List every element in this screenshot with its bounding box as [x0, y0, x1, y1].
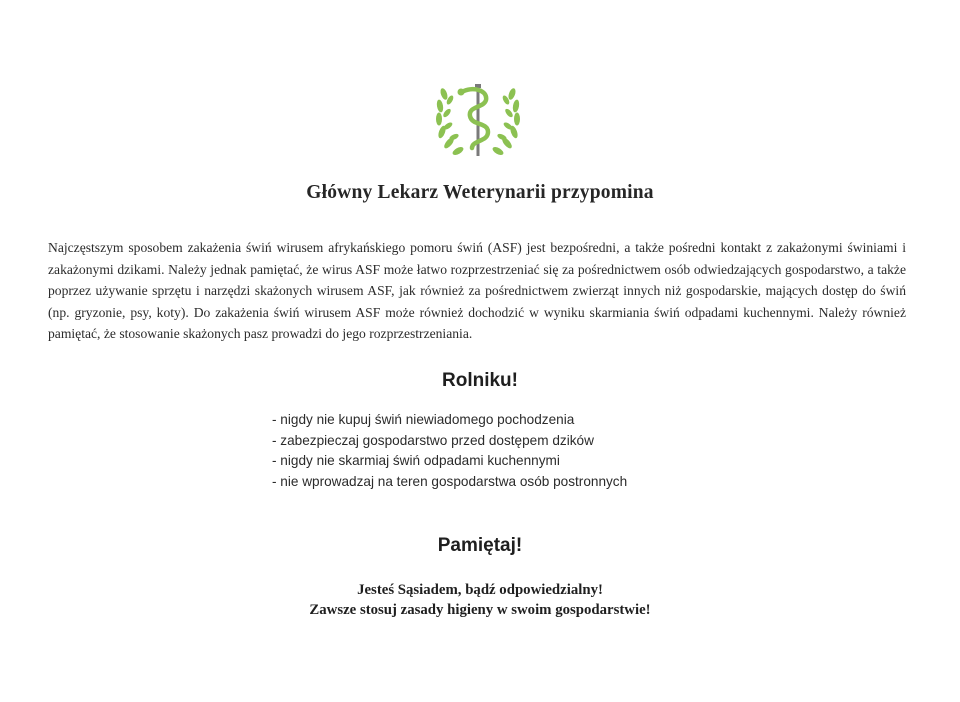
list-item: - nigdy nie skarmiaj świń odpadami kuchennymi — [272, 453, 560, 468]
rules-list — [272, 410, 752, 492]
list-item: - nie wprowadzaj na teren gospodarstwa osób postronnych — [272, 473, 628, 489]
heading-remember: Pamiętaj! — [437, 535, 523, 556]
closing-line: Zawsze stosuj zasady higieny w swoim gospodarstwie! — [309, 602, 651, 618]
body-paragraph: Najczęstszym sposobem zakażenia świń wirusem afrykańskiego pomoru świń (ASF) jest bezpośredni, a także pośredni kontakt z zakażonymi świniami i zakażonymi dzikami. Należy jednak pamiętać, że wirus ASF może łatwo rozprzestrzeniać się za pośrednictwem osób odwiedzających gospodarstwo, a także poprzez używanie sprzętu i narzędzi skażonych wirusem ASF, jak również za pośrednictwem zwierząt innych niż gospodarskie, mających dostęp do świń (np. gryzonie, psy, koty). Do zakażenia świń wirusem ASF może również dochodzić w wyniku skarmiania świń odpadami kuchennymi. Należy również pamiętać, że stosowanie skażonych pasz prowadzi do jego rozprzestrzeniania. — [48, 240, 906, 341]
heading-farmer: Rolniku! — [442, 370, 518, 391]
closing-message — [0, 580, 960, 620]
closing-line: Jesteś Sąsiadem, bądź odpowiedzialny! — [357, 582, 603, 598]
caduceus-wreath-icon — [432, 80, 524, 162]
list-item: - nigdy nie kupuj świń niewiadomego pochodzenia — [272, 412, 575, 427]
document-title: Główny Lekarz Weterynarii przypomina — [306, 182, 654, 203]
list-item: - zabezpieczaj gospodarstwo przed dostępem dzików — [272, 432, 594, 448]
